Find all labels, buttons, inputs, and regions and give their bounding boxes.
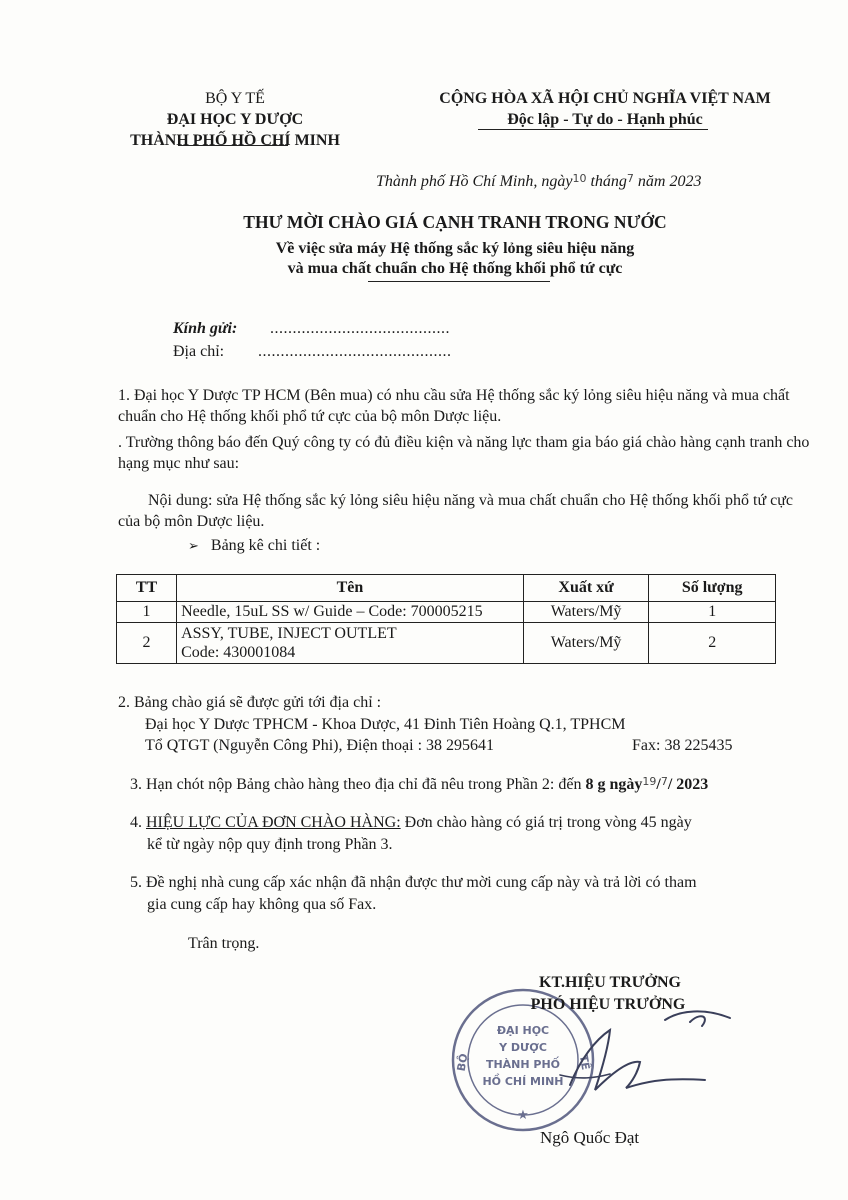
section-3-text: 3. Hạn chót nộp Bảng chào hàng theo địa chỉ đã nêu trong Phần 2: đến: [130, 776, 582, 793]
university-name: ĐẠI HỌC Y DƯỢC: [166, 111, 304, 128]
dia-chi-label: Địa chỉ:: [173, 343, 225, 360]
university-city: THÀNH PHỐ HỒ CHÍ MINH: [130, 132, 340, 149]
row-so-luong: 1: [649, 602, 776, 623]
section-2-contact: Tổ QTGT (Nguyễn Công Phi), Điện thoại : 38 295641: [145, 737, 495, 754]
section-5-line2: gia cung cấp hay không qua số Fax.: [147, 896, 377, 913]
section-4-num: 4.: [130, 814, 142, 831]
date-month-label: tháng: [590, 173, 627, 190]
paragraph-2: . Trường thông báo đến Quý công ty có đủ điều kiện và năng lực tham gia báo giá chào hàng cạnh tranh cho hạng mục như sau:: [118, 434, 810, 472]
signature-title-2: PHÓ HIỆU TRƯỞNG: [530, 996, 686, 1013]
section-3-day-handwritten: 19: [642, 775, 657, 788]
header-right: [410, 88, 800, 130]
row-so-luong: 2: [649, 623, 776, 664]
bullet-label: Bảng kê chi tiết :: [210, 537, 321, 554]
closing: Trân trọng.: [188, 935, 260, 952]
date-month-handwritten: 7: [626, 172, 634, 185]
row-ten: [177, 623, 524, 664]
table-header-xuat-xu: Xuất xứ: [523, 575, 649, 602]
paragraph-content: Nội dung: sửa Hệ thống sắc ký lỏng siêu hiệu năng và mua chất chuẩn cho Hệ thống khối phổ tứ cực của bộ môn Dược liệu.: [118, 492, 793, 530]
ministry-name: BỘ Y TẾ: [205, 90, 265, 107]
table-header-row: [117, 575, 776, 602]
header-right-underline: [478, 129, 708, 130]
signature-title-1: KT.HIỆU TRƯỞNG: [539, 974, 681, 991]
subtitle-underline: [368, 281, 550, 282]
date-prefix: Thành phố Hồ Chí Minh, ngày: [376, 173, 573, 190]
section-4-heading: HIỆU LỰC CỦA ĐƠN CHÀO HÀNG:: [146, 814, 401, 831]
kinh-gui-dots: ........................................: [270, 320, 450, 337]
document-subtitle-line2: và mua chất chuẩn cho Hệ thống khối phổ tứ cực: [287, 260, 623, 277]
section-3-sep: /: [656, 776, 661, 793]
dia-chi-dots: ...........................................: [258, 343, 452, 360]
section-2-address: Đại học Y Dược TPHCM - Khoa Dược, 41 Đinh Tiên Hoàng Q.1, TPHCM: [145, 716, 626, 733]
bullet-detail-list: [188, 537, 320, 555]
header-left: [110, 88, 360, 151]
section-3-deadline: 8 g ngày: [585, 776, 643, 793]
arrow-bullet-icon: ➢: [188, 539, 199, 554]
stamp-star-icon: ★: [517, 1107, 529, 1122]
country-name: CỘNG HÒA XÃ HỘI CHỦ NGHĨA VIỆT NAM: [439, 90, 771, 107]
date-line: [376, 172, 796, 191]
section-2-heading: 2. Bảng chào giá sẽ được gửi tới địa chỉ :: [118, 694, 382, 711]
stamp-left-text: BỘ: [454, 1052, 471, 1073]
country-motto: Độc lập - Tự do - Hạnh phúc: [507, 111, 703, 128]
row-xuat-xu: Waters/Mỹ: [523, 602, 649, 623]
section-4: [130, 814, 692, 832]
section-4-text: Đơn chào hàng có giá trị trong vòng 45 ngày: [404, 814, 692, 831]
row-ten-line2: Code: 430001084: [181, 644, 296, 661]
section-5-line1: 5. Đề nghị nhà cung cấp xác nhận đã nhận được thư mời cung cấp này và trả lời có tham: [130, 874, 697, 891]
stamp-line3: THÀNH PHỐ: [485, 1058, 561, 1071]
stamp-line2: Y DƯỢC: [499, 1041, 547, 1054]
row-ten-line1: Needle, 15uL SS w/ Guide – Code: 700005215: [181, 603, 483, 620]
stamp-right-text: TẾ: [576, 1053, 593, 1071]
table-header-so-luong: Số lượng: [649, 575, 776, 602]
table-row: [117, 602, 776, 623]
section-4-line2: kể từ ngày nộp quy định trong Phần 3.: [147, 836, 393, 853]
document-title: THƯ MỜI CHÀO GIÁ CẠNH TRANH TRONG NƯỚC: [243, 212, 667, 232]
signer-name: Ngô Quốc Đạt: [540, 1128, 640, 1147]
table-header-tt: TT: [117, 575, 177, 602]
section-2-fax: Fax: 38 225435: [632, 737, 733, 754]
paragraph-1: 1. Đại học Y Dược TP HCM (Bên mua) có nhu cầu sửa Hệ thống sắc ký lỏng siêu hiệu năng và mua chất chuẩn cho Hệ thống khối phổ tứ cực của bộ môn Dược liệu.: [118, 387, 790, 425]
stamp-line4: HỒ CHÍ MINH: [482, 1075, 564, 1088]
row-tt: 1: [117, 602, 177, 623]
section-3-month-handwritten: 7: [660, 775, 668, 788]
row-tt: 2: [117, 623, 177, 664]
table-row: [117, 623, 776, 664]
document-subtitle-line1: Về việc sửa máy Hệ thống sắc ký lỏng siêu hiệu năng: [275, 240, 635, 257]
row-xuat-xu: Waters/Mỹ: [523, 623, 649, 664]
table-header-ten: Tên: [177, 575, 524, 602]
section-3-year: / 2023: [667, 776, 709, 793]
kinh-gui-label: Kính gửi:: [173, 320, 238, 337]
row-ten: [177, 602, 524, 623]
row-ten-line1: ASSY, TUBE, INJECT OUTLET: [181, 625, 397, 642]
section-3: [130, 775, 708, 794]
date-year: năm 2023: [637, 173, 702, 190]
date-day-handwritten: 10: [572, 172, 587, 185]
header-left-underline: [178, 145, 288, 146]
items-table: [116, 574, 776, 664]
stamp-line1: ĐẠI HỌC: [496, 1024, 550, 1037]
handwritten-signature: [540, 990, 760, 1110]
